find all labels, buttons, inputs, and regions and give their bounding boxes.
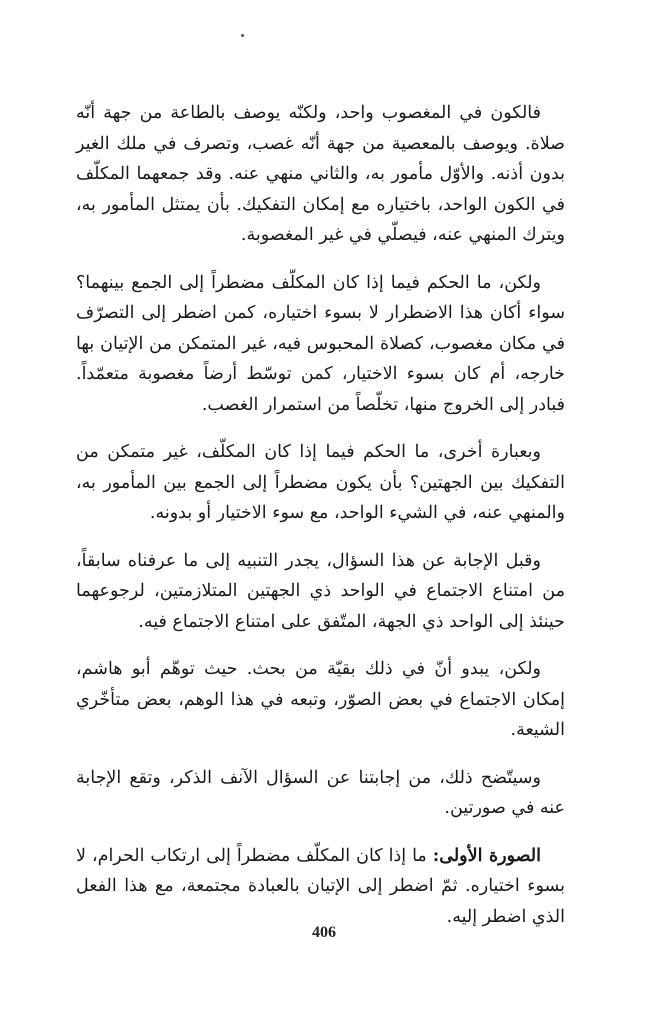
paragraph-text: ولكن، يبدو أنّ في ذلك بقيّة من بحث. حيث توهّم أبو هاشم، إمكان الاجتماع في بعض الصوّر، وتبعه في هذا الوهم، بعض متأخّري الشيعة. (76, 659, 565, 740)
paragraph-text: وسيتّضح ذلك، من إجابتنا عن السؤال الآنف الذكر، وتقع الإجابة عنه في صورتين. (76, 767, 565, 818)
page-number: 406 (312, 924, 336, 941)
paragraph-3 (76, 437, 565, 529)
section-heading: الصورة الأولى: (432, 845, 541, 866)
paragraph-text: وبعبارة أخرى، ما الحكم فيما إذا كان المكلّف، غير متمكن من التفكيك بين الجهتين؟ بأن يكون مضطراً إلى الجمع بين المأمور به، والمنهي عنه، في الشيء الواحد، مع سوء الاختيار أو بدونه. (76, 442, 565, 523)
paragraph-text: ما إذا كان المكلّف مضطراً إلى ارتكاب الحرام، لا بسوء اختياره. ثمّ اضطر إلى الإتيان بالعبادة مجتمعة، مع هذا الفعل الذي اضطر إليه. (76, 845, 565, 927)
paragraph-text: ولكن، ما الحكم فيما إذا كان المكلّف مضطراً إلى الجمع بينهما؟ سواء أكان هذا الاضطرار لا بسوء اختياره، كمن اضطر إلى التصرّف في مكان مغصوب، كصلاة المحبوس فيه، غير المتمكن من الإتيان بها خارجه، أم كان بسوء الاختيار، كمن توسّط أرضاً مغصوبة متعمّداً. فبادر إلى الخروج منها، تخلّصاً من استمرار الغصب. (76, 272, 565, 415)
paragraph-5 (76, 654, 565, 746)
page-body (76, 98, 565, 949)
paragraph-text: وقبل الإجابة عن هذا السؤال، يجدر التنبيه إلى ما عرفناه سابقاً، من امتناع الاجتماع في الواحد ذي الجهتين المتلازمتين، لرجوعهما حينئذ إلى الواحد ذي الجهة، المتّفق على امتناع الاجتماع فيه. (76, 550, 565, 632)
paragraph-2 (76, 268, 565, 421)
paragraph-7 (76, 841, 565, 933)
paragraph-4 (76, 546, 565, 638)
paragraph-6 (76, 763, 565, 824)
page-mark (241, 34, 244, 37)
paragraph-1 (76, 98, 565, 251)
paragraph-text: فالكون في المغصوب واحد، ولكنّه يوصف بالطاعة من جهة أنّه صلاة. ويوصف بالمعصية من جهة أنّه غصب، وتصرف في ملك الغير بدون أذنه. والأوّل مأمور به، والثاني منهي عنه. وقد جمعهما المكلّف في الكون الواحد، باختياره مع إمكان التفكيك. بأن يمتثل المأمور به، ويترك المنهي عنه، فيصلّي في غير المغصوبة. (76, 103, 565, 245)
